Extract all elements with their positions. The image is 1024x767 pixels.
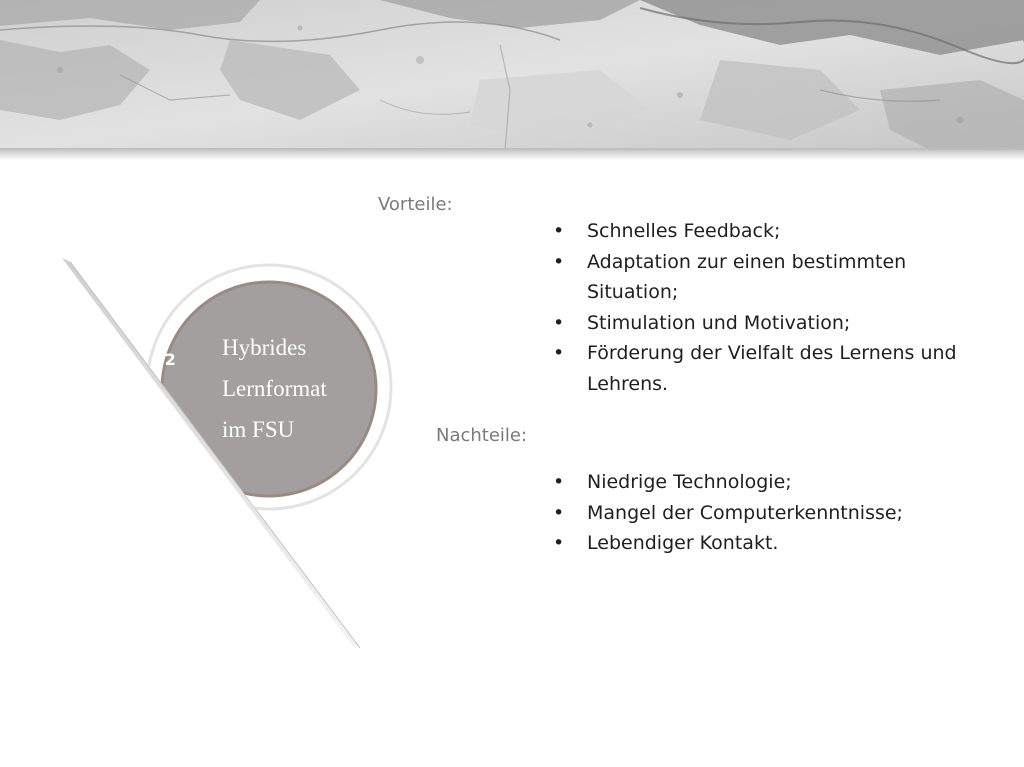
vorteile-item: • Förderung der Vielfalt des Lernens und Lehrens. bbox=[553, 338, 993, 399]
nachteile-item: • Niedrige Technologie; bbox=[553, 467, 993, 498]
vorteile-item: • Adaptation zur einen bestimmten Situation; bbox=[553, 247, 993, 308]
nachteile-label: Nachteile: bbox=[436, 425, 528, 446]
section-title-line: im FSU bbox=[222, 417, 295, 442]
nachteile-item: • Mangel der Computerkenntnisse; bbox=[553, 498, 993, 529]
vorteile-list bbox=[553, 216, 993, 399]
vorteile-label: Vorteile: bbox=[378, 194, 453, 215]
section-title-line: Hybrides bbox=[222, 335, 307, 360]
section-title-line: Lernformat bbox=[222, 376, 327, 401]
vorteile-item: • Stimulation und Motivation; bbox=[553, 308, 993, 339]
section-number: 02 bbox=[153, 350, 177, 369]
section-title bbox=[222, 327, 372, 450]
nachteile-list bbox=[553, 467, 993, 559]
vorteile-item: • Schnelles Feedback; bbox=[553, 216, 993, 247]
nachteile-item: • Lebendiger Kontakt. bbox=[553, 528, 993, 559]
